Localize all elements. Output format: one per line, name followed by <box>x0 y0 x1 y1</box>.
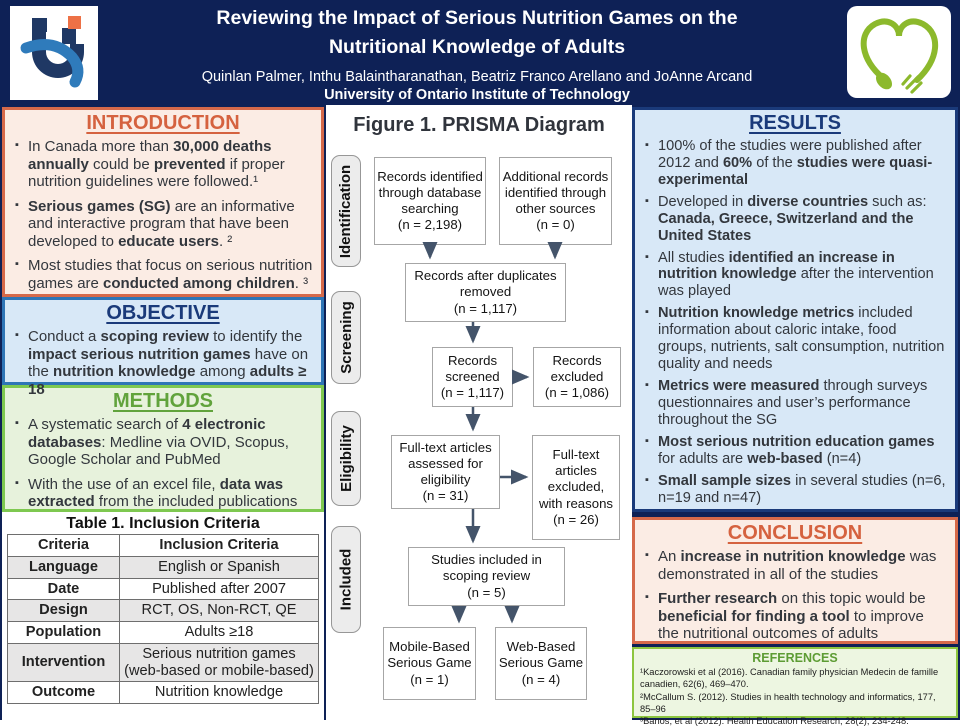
inclusion-criteria-header: Inclusion Criteria <box>120 535 319 557</box>
stage-identification <box>331 155 361 267</box>
introduction-section <box>2 107 324 297</box>
bullet-item: ▪ Small sample sizes in several studies (n=6, n=19 and n=47) <box>645 473 948 507</box>
table-row <box>8 578 319 600</box>
bullet-item: ▪ In Canada more than 30,000 deaths annually could be prevented if proper nutrition guidelines were followed.¹ <box>15 138 314 191</box>
box-count: (n = 31) <box>422 488 469 504</box>
uoit-university-logo-icon <box>10 6 98 105</box>
reference-item: ²McCallum S. (2012). Studies in health technology and informatics, 177, 85–96 <box>640 691 936 714</box>
stage-identification-label: Identification <box>337 164 355 258</box>
references-title: REFERENCES <box>752 651 838 665</box>
box-additional-records <box>499 157 612 245</box>
methods-title: METHODS <box>113 390 213 412</box>
stage-included <box>331 526 361 633</box>
box-count: (n = 26) <box>553 511 599 527</box>
bullet-item: ▪ 100% of the studies were published after 2012 and 60% of the studies were quasi-experimental <box>645 138 948 189</box>
affiliation: University of Ontario Institute of Technology <box>324 87 630 103</box>
poster-title-line1: Reviewing the Impact of Serious Nutrition Games on the <box>216 7 738 29</box>
criteria-cell: Design <box>8 600 120 622</box>
criteria-cell: Language <box>8 556 120 578</box>
value-cell: Serious nutrition games (web-based or mobile-based) <box>120 643 319 682</box>
box-text: Full-text articles assessed for eligibility <box>399 439 492 487</box>
poster-header <box>112 4 842 103</box>
box-count: (n = 1) <box>410 671 449 687</box>
value-cell: Published after 2007 <box>120 578 319 600</box>
box-web-based <box>495 627 587 700</box>
box-text: Records after duplicates removed <box>414 268 557 300</box>
figure-title: Figure 1. PRISMA Diagram <box>353 114 605 136</box>
stage-screening-label: Screening <box>337 301 355 374</box>
left-column <box>2 107 324 720</box>
table-row <box>8 556 319 578</box>
value-cell: Nutrition knowledge <box>120 682 319 704</box>
methods-bullets <box>12 416 314 511</box>
bullet-item: ▪ Further research on this topic would be beneficial for finding a tool to improve the nutritional outcomes of adults <box>645 590 948 643</box>
bullet-item: ▪ Metrics were measured through surveys questionnaires and user’s performance throughout the SG <box>645 378 948 429</box>
objective-bullets <box>12 328 314 398</box>
criteria-cell: Date <box>8 578 120 600</box>
box-fulltext-assessed <box>391 435 500 509</box>
bullet-item: ▪ A systematic search of 4 electronic databases: Medline via OVID, Scopus, Google Scholar and PubMed <box>15 416 314 469</box>
criteria-cell: Outcome <box>8 682 120 704</box>
bullet-item: ▪ Developed in diverse countries such as: Canada, Greece, Switzerland and the United States <box>645 194 948 245</box>
right-column <box>632 107 958 727</box>
spoon-fork-heart-logo-icon <box>847 6 951 103</box>
box-count: (n = 4) <box>521 671 561 687</box>
bullet-item: ▪ Nutrition knowledge metrics included information about caloric intake, food groups, nutrients, salt consumption, nutrition quality and needs <box>645 305 948 373</box>
box-count: (n = 1,117) <box>440 385 505 401</box>
box-count: (n = 5) <box>467 584 506 600</box>
criteria-header: Criteria <box>8 535 120 557</box>
stage-eligibility-label: Eligibility <box>337 425 355 492</box>
table1-caption: Table 1. Inclusion Criteria <box>66 515 260 532</box>
results-title: RESULTS <box>749 112 841 134</box>
box-text: Additional records identified through other sources <box>502 168 609 216</box>
box-count: (n = 2,198) <box>397 217 463 233</box>
stage-screening <box>331 291 361 384</box>
table-row <box>8 600 319 622</box>
table-header-row <box>8 535 319 557</box>
box-records-excluded <box>533 347 621 407</box>
introduction-title: INTRODUCTION <box>86 112 240 134</box>
conclusion-bullets <box>642 548 948 643</box>
references-section <box>632 647 958 727</box>
inclusion-criteria-table <box>7 534 319 704</box>
methods-section <box>2 385 324 512</box>
box-fulltext-excluded <box>532 435 620 540</box>
criteria-cell: Intervention <box>8 643 120 682</box>
box-count: (n = 0) <box>536 217 575 233</box>
box-duplicates-removed <box>405 263 566 322</box>
box-text: Studies included in scoping review <box>431 552 542 584</box>
conclusion-title: CONCLUSION <box>727 522 863 544</box>
stage-included-label: Included <box>337 548 355 611</box>
results-section <box>632 107 958 512</box>
objective-title: OBJECTIVE <box>106 302 220 324</box>
box-mobile-based <box>383 627 476 700</box>
value-cell: English or Spanish <box>120 556 319 578</box>
poster-title-line2: Nutritional Knowledge of Adults <box>328 36 626 58</box>
value-cell: RCT, OS, Non-RCT, QE <box>120 600 319 622</box>
bullet-item: ▪ Most studies that focus on serious nutrition games are conducted among children. ³ <box>15 257 314 292</box>
stage-eligibility <box>331 411 361 506</box>
box-text: Full-text articles excluded, with reasons <box>538 447 614 511</box>
bullet-item: ▪ An increase in nutrition knowledge was demonstrated in all of the studies <box>645 548 948 583</box>
bullet-item: ▪ Conduct a scoping review to identify the impact serious nutrition games have on the nutrition knowledge among adults ≥ 18 <box>15 328 314 398</box>
box-text: Records excluded <box>550 352 604 384</box>
box-text: Records identified through database searching <box>377 168 483 216</box>
inclusion-criteria-panel <box>2 512 324 720</box>
table-row <box>8 622 319 644</box>
value-cell: Adults ≥18 <box>120 622 319 644</box>
authors: Quinlan Palmer, Inthu Balaintharanathan, Beatriz Franco Arellano and JoAnne Arcand <box>201 69 753 85</box>
box-text: Web-Based Serious Game <box>498 639 584 671</box>
introduction-bullets <box>12 138 314 292</box>
bullet-item: ▪ With the use of an excel file, data was extracted from the included publications <box>15 476 314 511</box>
table-row <box>8 643 319 682</box>
bullet-item: ▪ Most serious nutrition education games for adults are web-based (n=4) <box>645 434 948 468</box>
criteria-cell: Population <box>8 622 120 644</box>
objective-section <box>2 297 324 398</box>
bullet-item: ▪ All studies identified an increase in nutrition knowledge after the intervention was played <box>645 250 948 301</box>
box-records-database <box>374 157 486 245</box>
table-row <box>8 682 319 704</box>
box-studies-included <box>408 547 565 606</box>
box-count: (n = 1,117) <box>453 300 518 316</box>
reference-item: ³Banos, et al (2012). Health Education Research, 28(2), 234-248. <box>640 716 909 727</box>
box-count: (n = 1,086) <box>544 385 610 401</box>
box-text: Mobile-Based Serious Game <box>387 639 472 671</box>
bullet-item: ▪ Serious games (SG) are an informative and interactive program that have been developed to educate users. ² <box>15 198 314 251</box>
results-bullets <box>642 138 948 506</box>
box-text: Records screened <box>445 352 500 384</box>
prisma-figure <box>326 105 632 720</box>
reference-item: ¹Kaczorowski et al (2016). Canadian family physician Medecin de famille canadien, 62(6), 469–470. <box>640 667 939 690</box>
box-records-screened <box>432 347 513 407</box>
conclusion-section <box>632 517 958 644</box>
